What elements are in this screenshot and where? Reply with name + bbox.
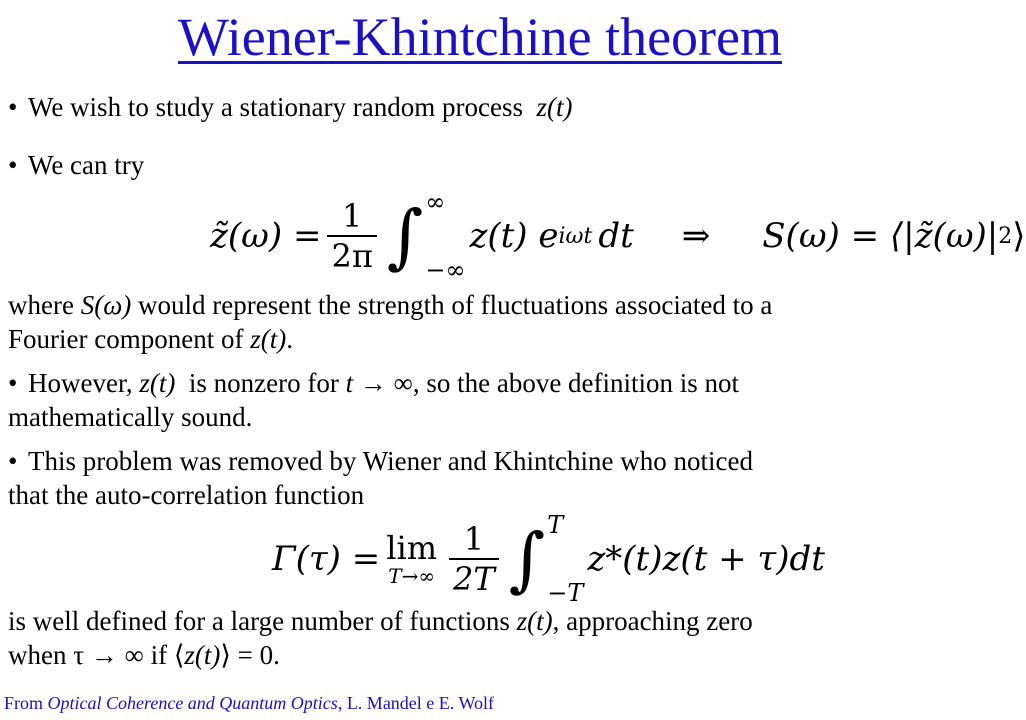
b3-line2: mathematically sound. xyxy=(8,402,253,432)
eq1-exponent: iωt xyxy=(558,223,593,249)
bullet-dot: • xyxy=(8,368,18,398)
eq2-lim-sub: T→∞ xyxy=(388,564,436,588)
eq1-rhs: S(ω) = ⟨|z̃(ω)| xyxy=(762,216,999,256)
where-line2-var: z(t) xyxy=(250,324,287,354)
bullet-dot: • xyxy=(8,446,18,476)
b4-line2: that the auto-correlation function xyxy=(8,480,365,510)
eq2-lower-limit: −T xyxy=(547,579,584,607)
citation-authors: , L. Mandel e E. Wolf xyxy=(337,693,494,713)
eq2-lhs: Γ(τ) = xyxy=(272,539,381,579)
b5-line2-var: z(t) xyxy=(184,640,221,670)
where-line2-post: . xyxy=(286,324,293,354)
eq1-fraction xyxy=(327,197,376,275)
eq2-limit xyxy=(386,531,437,587)
b5-line2-post: ⟩ = 0. xyxy=(220,640,280,670)
b5-line1-pre: is well defined for a large number of functions xyxy=(8,606,510,636)
eq2-limits xyxy=(547,513,583,605)
eq1-lower-limit: −∞ xyxy=(425,256,466,284)
citation-from: From xyxy=(4,693,44,713)
source-citation xyxy=(4,693,494,714)
b3-arrow: → ∞, so the above definition is not xyxy=(359,368,740,398)
b3-pre: However, xyxy=(28,368,133,398)
integral-sign-icon: ∫ xyxy=(386,195,424,277)
bullet-wiener-khintchine xyxy=(8,444,753,512)
eq1-integral xyxy=(387,190,466,282)
eq2-integrand: z*(t)z(t + τ)dt xyxy=(587,539,825,579)
bullet-text: We wish to study a stationary random process xyxy=(28,92,523,122)
b5-line1-var: z(t) xyxy=(516,606,553,636)
b5-line1-post: , approaching zero xyxy=(552,606,753,636)
eq2-frac-num: 1 xyxy=(463,520,485,558)
bullet-however xyxy=(8,366,739,434)
eq1-lhs: z̃(ω) = xyxy=(210,216,322,256)
paragraph-well-defined xyxy=(8,604,753,672)
b3-t: t xyxy=(345,368,354,398)
eq1-limits xyxy=(425,190,465,282)
equation-fourier-transform xyxy=(210,186,1026,286)
citation-book: Optical Coherence and Quantum Optics xyxy=(47,693,338,713)
equation-autocorrelation xyxy=(272,511,825,607)
bullet-stationary-process xyxy=(8,90,572,124)
page-title-text: Wiener-Khintchine theorem xyxy=(178,7,782,67)
eq1-frac-num: 1 xyxy=(341,197,363,235)
bullet-variable: z(t) xyxy=(536,92,573,122)
where-line2-pre: Fourier component of xyxy=(8,324,244,354)
bullet-we-can-try xyxy=(8,148,144,182)
b3-mid: is nonzero for xyxy=(188,368,339,398)
b3-var: z(t) xyxy=(139,368,176,398)
b5-line2-pre: when τ → ∞ if ⟨ xyxy=(8,640,185,670)
eq1-rhs-exponent: 2 xyxy=(998,223,1013,249)
eq2-fraction xyxy=(449,520,499,598)
eq1-frac-den: 2π xyxy=(331,237,373,275)
eq2-integral xyxy=(509,513,584,605)
eq2-lim-word: lim xyxy=(386,529,438,567)
eq1-integrand: z(t) e xyxy=(469,216,559,256)
bullet-dot: • xyxy=(8,92,18,122)
integral-sign-icon: ∫ xyxy=(508,518,546,600)
where-S: S(ω) xyxy=(80,290,132,320)
page-title xyxy=(0,6,960,68)
eq1-differential: dt xyxy=(598,216,634,256)
eq2-upper-limit: T xyxy=(547,511,564,539)
implies-arrow-icon: ⇒ xyxy=(681,216,711,256)
eq1-rhs-close: ⟩ xyxy=(1012,216,1026,256)
paragraph-where xyxy=(8,288,772,356)
eq1-upper-limit: ∞ xyxy=(425,188,446,216)
eq2-frac-den: 2T xyxy=(453,560,495,598)
bullet-dot: • xyxy=(8,150,18,180)
where-post: would represent the strength of fluctuations associated to a xyxy=(138,290,773,320)
bullet-text: We can try xyxy=(28,150,145,180)
b4-line1: This problem was removed by Wiener and Khintchine who noticed xyxy=(28,446,753,476)
where-pre: where xyxy=(8,290,74,320)
